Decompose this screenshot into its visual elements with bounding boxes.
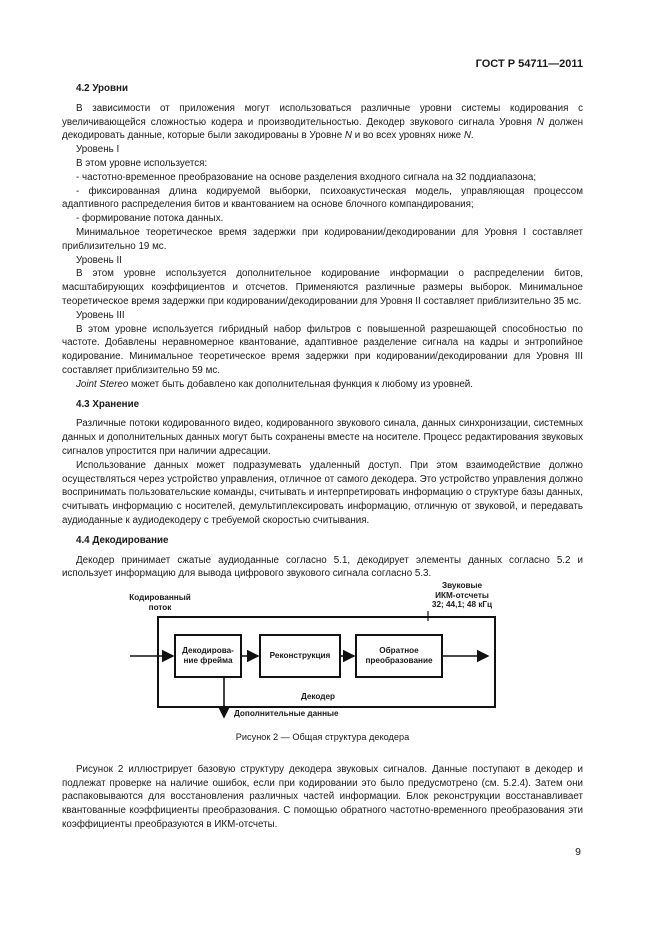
reconstruction-label: Реконструкция <box>269 651 331 661</box>
level-title: Уровень III <box>76 309 125 321</box>
section-heading-4-3: 4.3 Хранение <box>76 398 140 410</box>
list-item: - формирование потока данных. <box>76 213 224 225</box>
paragraph: Joint Stereo может быть добавлено как дополнительная функция к любому из уровней. <box>76 378 474 390</box>
paragraph: Декодер принимает сжатые аудиоданные согласно 5.1, декодирует элементы данных согласно 5.2 и использует информацию для вывода цифрового звукового сигнала согласно 5.3. <box>62 554 583 580</box>
section-heading-4-4: 4.4 Декодирование <box>76 534 169 546</box>
level-title: Уровень I <box>76 144 120 156</box>
section-heading-4-2: 4.2 Уровни <box>76 83 128 94</box>
paragraph: В этом уровне используется дополнительное кодирование информации о распределении битов, масштабирующих коэффициентов и отсчетов. Применяются различные размеры выборок. Минимальное теоретическое время задержки при кодировании/декодировании для Уровня II составляет приблизительно 35 мс. <box>62 268 583 307</box>
level-title: Уровень II <box>76 254 122 266</box>
input-label: Кодированный поток <box>129 593 191 612</box>
decoder-diagram <box>62 581 583 723</box>
page-number: 9 <box>575 846 581 858</box>
decoder-label: Декодер <box>300 692 336 702</box>
list-item: - частотно-временное преобразование на основе разделения входного сигнала на 32 поддиапазона; <box>76 171 537 183</box>
frame-decoding-label: Декодирова- ние фрейма <box>182 646 234 665</box>
output-label: Звуковые ИКМ-отсчеты 32; 44,1; 48 кГц <box>431 581 493 610</box>
paragraph: Рисунок 2 иллюстрирует базовую структуру декодера звуковых сигналов. Данные поступают в декодер и подлежат проверке на наличие ошибок, если при кодировании это было предусмотрено (см. 5.2.4). Затем они распаковываются для восстановления различных частей информации. Блок реконструкции восстанавливает квантованные коэффициенты преобразования. С помощью обратного частотно-временного преобразования эти коэффициенты преобразуются в ИКМ-отсчеты. <box>62 763 583 831</box>
paragraph: В этом уровне используется гибридный набор фильтров с повышенной разрешающей способностью по частоте. Добавлены неравномерное квантование, адаптивное разделение сигнала на кадры и энтропийное кодирование. Минимальное теоретическое время задержки при кодировании/декодировании для Уровня III составляет приблизительно 59 мс. <box>62 323 583 376</box>
inverse-transform-label: Обратное преобразование <box>365 646 433 665</box>
paragraph: Использование данных может подразумевать удаленный доступ. При этом взаимодействие должно осуществляться через устройство управления, отличное от самого декодера. Это устройство управления должно воспринимать пользовательские команды, считывать и интерпретировать информацию о структуре базы данных, считывать информацию с носителей, демультиплексировать информацию, отличную от звуковой, и передавать аудиоданные к аудиодекодеру с требуемой скоростью считывания. <box>62 459 583 526</box>
paragraph: В зависимости от приложения могут использоваться различные уровни системы кодирования с увеличивающейся сложностью кодера и производительностью. Декодер звукового сигнала Уровня N должен декодировать данные, которые были закодированы в Уровне N и во всех уровнях ниже N. <box>62 102 583 142</box>
page-content <box>62 82 583 832</box>
figure-caption: Рисунок 2 — Общая структура декодера <box>235 732 410 743</box>
aux-data-label: Дополнительные данные <box>234 709 339 719</box>
paragraph: Минимальное теоретическое время задержки при кодировании/декодировании для Уровня I составляет приблизительно 19 мс. <box>62 226 583 252</box>
paragraph: В этом уровне используется: <box>76 157 208 169</box>
list-item: - фиксированная длина кодируемой выборки, психоакустическая модель, управляющая процессом адаптивного распределения битов и квантованием на основе блочного компандирования; <box>62 185 583 211</box>
document-id: ГОСТ Р 54711—2011 <box>475 58 583 70</box>
paragraph: Различные потоки кодированного видео, кодированного звукового синала, данных синхронизации, системных данных и дополнительных данных могут быть сохранены вместе на носителе. Процесс редактирования звуковых сигналов упростится при наличии адресации. <box>62 418 583 457</box>
